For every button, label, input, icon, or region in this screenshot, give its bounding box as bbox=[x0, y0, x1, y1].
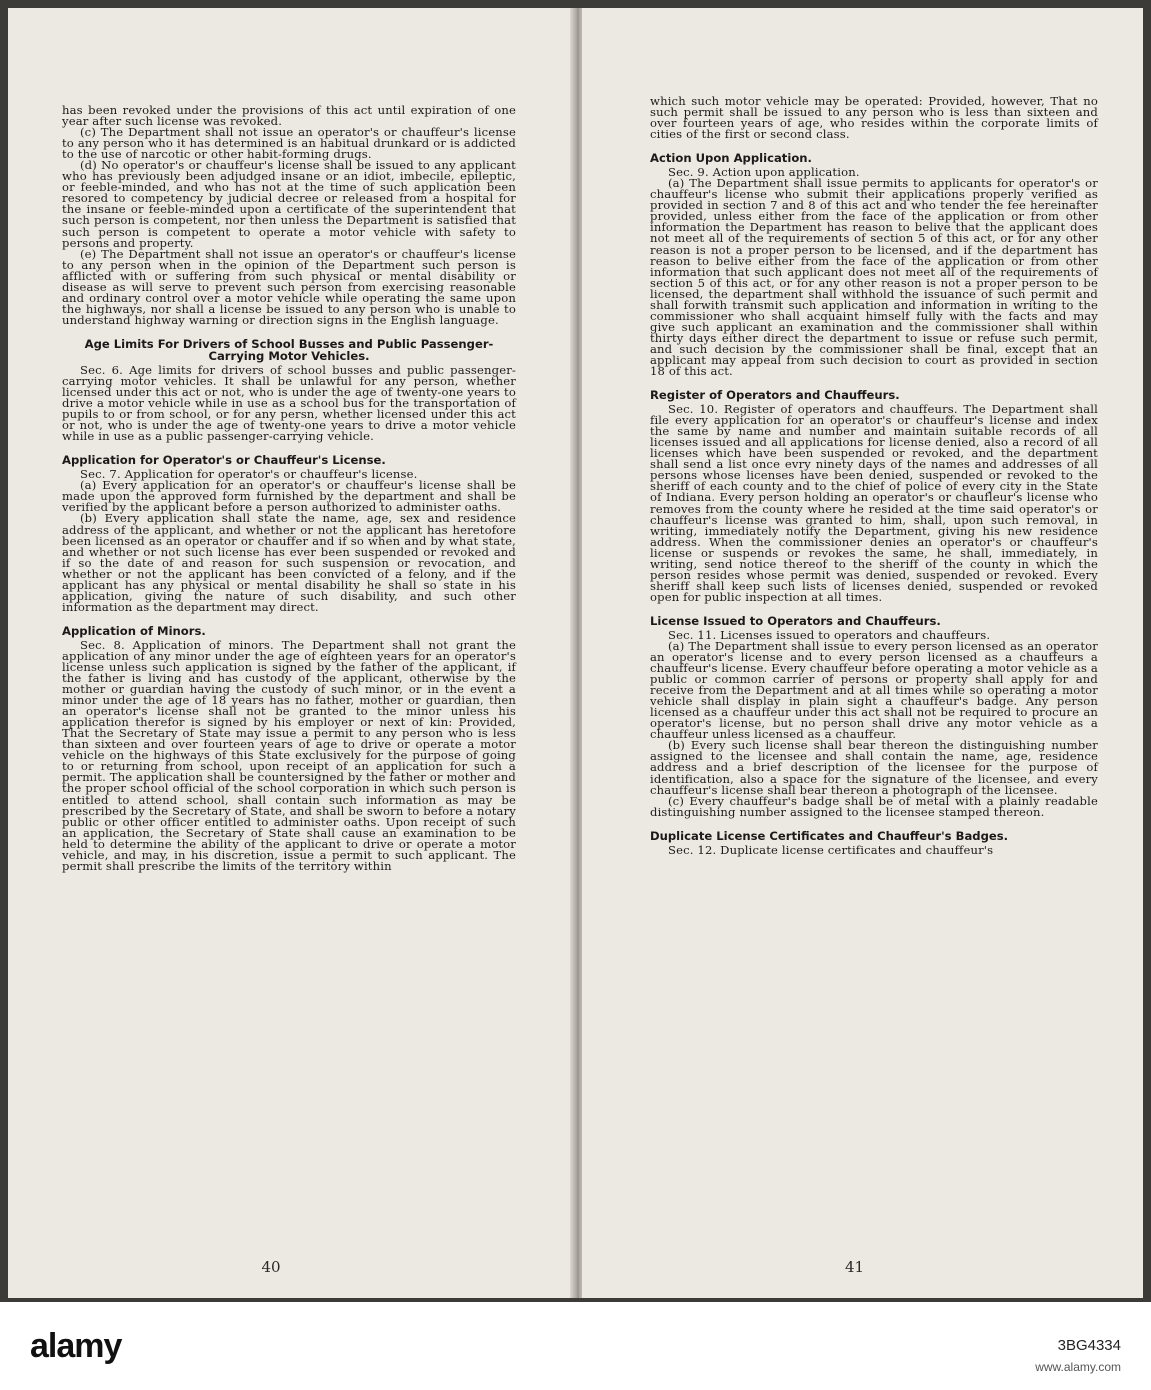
paragraph: Sec. 8. Application of minors. The Department shall not grant the application of any minor under the age of eighteen years for an operator's license unless such application is signed by the father of the applicant, if the father is living and has custody of the applicant, otherwise by the mother or guardian having the custody of such minor, or in the event a minor under the age of 18 years has no father, mother or guardian, then an operator's license shall not be granted to the minor unless his application therefor is signed by his employer or next of kin: Provided, That the Secretary of State may issue a permit to any person who is less than sixteen and over fourteen years of age to drive or operate a motor vehicle on the highways of this State exclusively for the purpose of going to or returning from school, upon receipt of an application for such a permit. The application shall be countersigned by the father or mother and the proper school official of the school corporation in which such person is entitled to attend school, shall contain such information as may be prescribed by the Secretary of State, and shall be sworn to before a notary public or other officer entitled to administer oaths. Upon receipt of such an application, the Secretary of State shall cause an examination to be held to determine the ability of the applicant to drive or operate a motor vehicle, and may, in his discretion, issue a permit to such applicant. The permit shall prescribe the limits of the territory within bbox=[62, 637, 516, 873]
paragraph: Sec. 10. Register of operators and chauffeurs. The Department shall file every application for an operator's or chauffeur's license and index the same by name and number and maintain suitable records of all licenses issued and all applications for license denied, also a record of all licenses which have been suspended or revoked, and the department shall send a list once evry ninety days of the names and addresses of all persons whose licenses have been denied, suspended or revoked to the sheriff of each county and to the chief of police of every city in the State of Indiana. Every person holding an operator's or chaufleur's license who removes from the county where he resided at the time said operator's or chauffeur's license was granted to him, shall, upon such removal, in writing, immediately notify the Department, giving his new residence address. When the commissioner denies an operator's or chauffeur's license or suspends or revokes the same, he shall, immediately, in writing, send notice thereof to the sheriff of the county in which the person resides whose permit was denied, suspended or revoked. Every sheriff shall keep such lists of licenses denied, suspended or revoked open for public inspection at all times. bbox=[650, 402, 1098, 604]
paragraph: (b) Every such license shall bear thereon the distinguishing number assigned to the licensee and shall contain the name, age, residence address and a brief description of the licensee for the purpose of identification, also a space for the signature of the licensee, and every chauffeur's license shall bear thereon a photograph of the licensee. bbox=[650, 738, 1098, 797]
section-heading: Register of Operators and Chauffeurs. bbox=[650, 388, 900, 403]
paragraph: (a) The Department shall issue permits to applicants for operator's or chauffeur's license who submit their applications properly verified as provided in section 7 and 8 of this act and who tender the fee hereinafter provided, unless either from the face of the application or from other information the Department has reason to belive that the applicant does not meet all of the requirements of section 5 of this act, or for any other reason is not a proper person to be licensed, and if the department has reason to belive either from the face of the application or from other information that such applicant does not meet all of the requirements of section 5 of this act, or for any other reason is not a proper person to be licensed, the department shall withhold the issuance of such permit and shall forwith transmit such application and information in writing to the commissioner who shall acquaint himself fully with the facts and may give such applicant an examination and the commissioner shall within thirty days either direct the department to issue or refuse such permit, and such decision by the commissioner shall be final, except that an applicant may appeal from such decision to court as provided in section 18 of this act. bbox=[650, 176, 1098, 379]
paragraph: Sec. 7. Application for operator's or chauffeur's license. bbox=[80, 467, 418, 482]
page-number: 41 bbox=[844, 1258, 865, 1276]
section-heading: Application for Operator's or Chauffeur's License. bbox=[62, 453, 386, 468]
right-page-text bbox=[650, 96, 1098, 856]
paragraph: has been revoked under the provisions of this act until expiration of one year after such license was revoked. bbox=[62, 103, 516, 129]
paragraph: (e) The Department shall not issue an operator's or chauffeur's license to any person when in the opinion of the Department such person is afflicted with or suffering from such physical or mental disability or disease as will serve to prevent such person from exercising reasonable and ordinary control over a motor vehicle while operating the same upon the highways, nor shall a license be issued to any person who is unable to understand highway warning or direction signs in the English language. bbox=[62, 246, 516, 327]
paragraph: Sec. 11. Licenses issued to operators and chauffeurs. bbox=[668, 627, 991, 642]
page-number: 40 bbox=[261, 1258, 281, 1276]
paragraph: (c) The Department shall not issue an operator's or chauffeur's license to any person who it has determined is an habitual drunkard or is addicted to the use of narcotic or other habit-forming drugs. bbox=[62, 125, 516, 162]
section-heading: Age Limits For Drivers of School Busses and Public Passenger-Carrying Motor Vehicles. bbox=[84, 336, 494, 363]
watermark-url: www.alamy.com bbox=[1035, 1360, 1121, 1374]
paragraph: (a) The Department shall issue to every person licensed as an operator an operator's license and to every person licensed as a chauffeurs a chauffeur's license. Every chauffeur before operating a motor vehicle as a public or common carrier of persons or property shall apply for and receive from the Department and at all times while so operating a motor vehicle shall display in plain sight a chauffeur's badge. Any person licensed as a chauffeur under this act shall not be required to procure an operator's license, but no person shall drive any motor vehicle as a chauffeur unless licensed as a chauffeur. bbox=[650, 638, 1098, 742]
left-page-text bbox=[62, 105, 516, 872]
section-heading: License Issued to Operators and Chauffeurs. bbox=[650, 613, 941, 628]
paragraph: (c) Every chauffeur's badge shall be of metal with a plainly readable distinguishing number assigned to the licensee stamped thereon. bbox=[650, 793, 1098, 819]
paragraph: (b) Every application shall state the name, age, sex and residence address of the applicant, and whether or not the applicant has heretofore been licensed as an operator or chauffer and if so when and by what state, and whether or not such license has ever been suspended or revoked and if so the date of and reason for such suspension or revocation, and whether or not the applicant has been convicted of a felony, and if the applicant has any physical or mental disability he shall so state in his application, giving the nature of such disability, and such other information as the department may direct. bbox=[62, 511, 516, 614]
paragraph: (a) Every application for an operator's or chauffeur's license shall be made upon the approved form furnished by the department and shall be verified by the applicant before a person authorized to administer oaths. bbox=[62, 478, 516, 515]
section-heading: Action Upon Application. bbox=[650, 151, 812, 166]
paragraph: which such motor vehicle may be operated: Provided, however, That no such permit shall be issued to any person who is less than sixteen and over fourteen years of age, who resides within the corporate limits of cities of the first or second class. bbox=[650, 94, 1098, 142]
paragraph: Sec. 6. Age limits for drivers of school busses and public passenger-carrying motor vehicles. It shall be unlawful for any person, whether licensed under this act or not, who is under the age of twenty-one years to drive a motor vehicle while in use as a school bus for the transportation of pupils to or from school, or for any persn, whether licensed under this act or not, who is under the age of twenty-one years to drive a motor vehicle while in use as a public passenger-carrying vehicle. bbox=[62, 362, 516, 444]
paragraph: (d) No operator's or chauffeur's license shall be issued to any applicant who has previously been adjudged insane or an idiot, imbecile, epileptic, or feeble-minded, and who has not at the time of such application been resored to competency by judicial decree or released from a hospital for the insane or feeble-minded upon a certificate of the superintendent that such person is competent, nor then unless the Department is satisfied that such person is competent to operate a motor vehicle with safety to persons and property. bbox=[62, 158, 516, 250]
image-code: 3BG4334 bbox=[1057, 1337, 1121, 1354]
alamy-logo: alamy bbox=[30, 1327, 122, 1365]
left-page bbox=[8, 8, 575, 1298]
section-heading: Duplicate License Certificates and Chauffeur's Badges. bbox=[650, 828, 1009, 843]
paragraph: Sec. 9. Action upon application. bbox=[668, 165, 860, 180]
paragraph: Sec. 12. Duplicate license certificates and chauffeur's bbox=[668, 842, 994, 857]
right-page bbox=[582, 8, 1143, 1298]
section-heading: Application of Minors. bbox=[62, 623, 206, 638]
